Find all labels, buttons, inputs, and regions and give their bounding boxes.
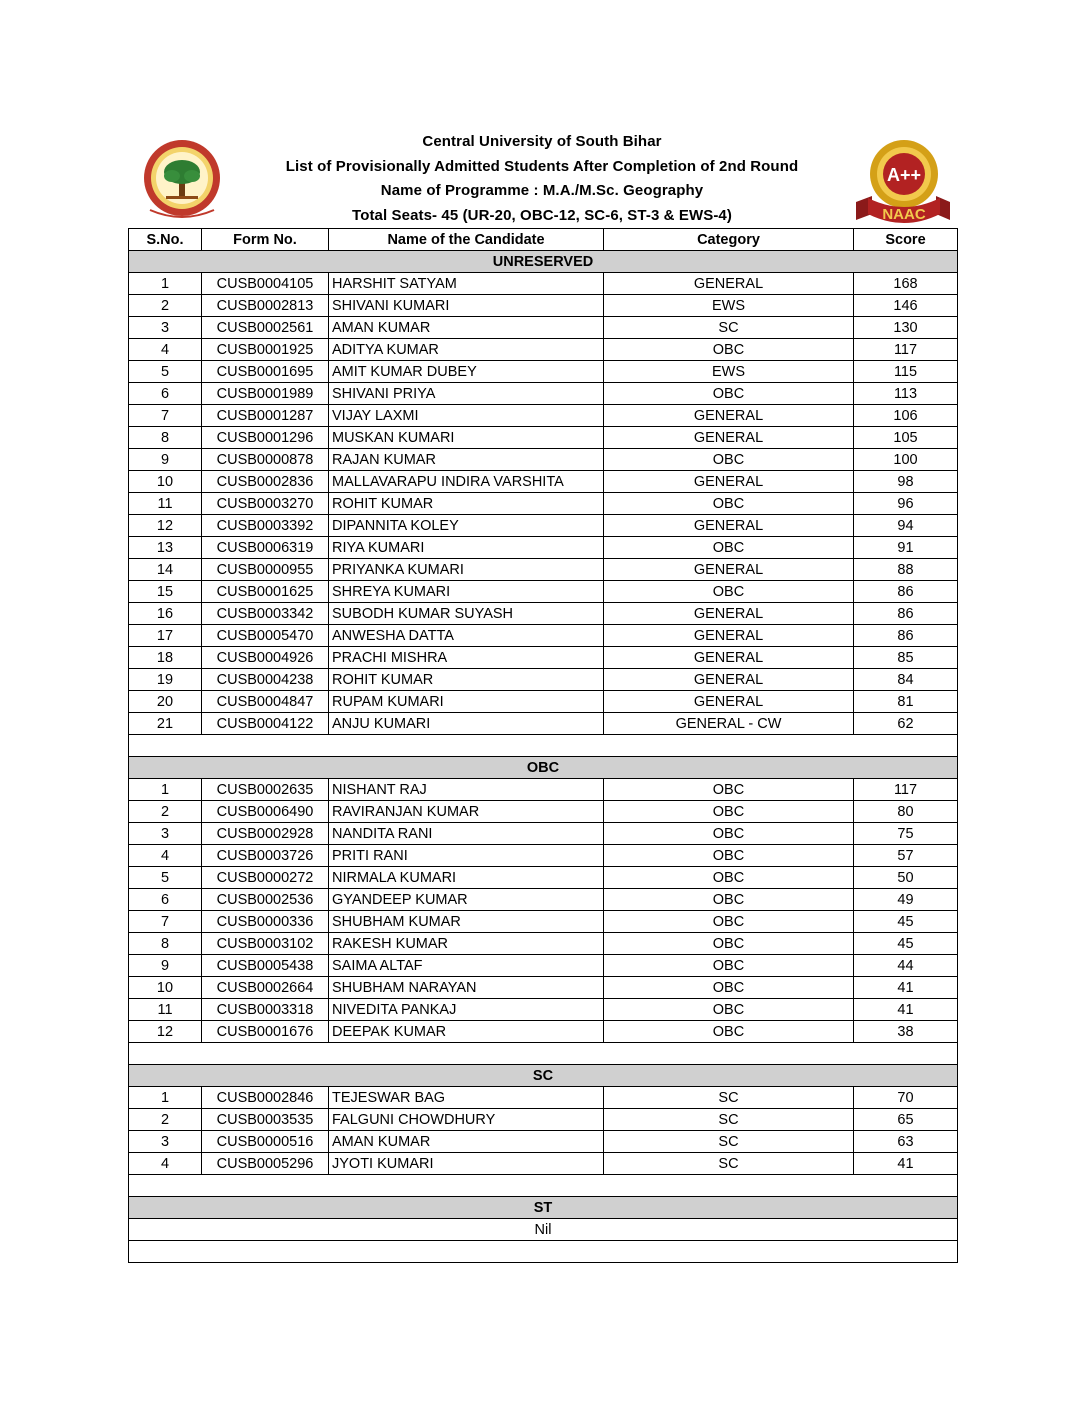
cell-sno: 13 bbox=[129, 537, 202, 559]
cell-score: 65 bbox=[854, 1109, 958, 1131]
cell-score: 98 bbox=[854, 471, 958, 493]
cell-form-no: CUSB0000272 bbox=[202, 867, 329, 889]
cell-category: GENERAL bbox=[604, 625, 854, 647]
cell-score: 115 bbox=[854, 361, 958, 383]
cell-sno: 3 bbox=[129, 823, 202, 845]
table-row bbox=[129, 867, 958, 889]
cell-category: OBC bbox=[604, 493, 854, 515]
cell-form-no: CUSB0005470 bbox=[202, 625, 329, 647]
cell-sno: 5 bbox=[129, 867, 202, 889]
cell-name: ADITYA KUMAR bbox=[329, 339, 604, 361]
cell-sno: 14 bbox=[129, 559, 202, 581]
table-row bbox=[129, 317, 958, 339]
cell-form-no: CUSB0006490 bbox=[202, 801, 329, 823]
table-row bbox=[129, 955, 958, 977]
column-header-score: Score bbox=[854, 229, 958, 251]
cell-name: RAKESH KUMAR bbox=[329, 933, 604, 955]
cell-form-no: CUSB0003392 bbox=[202, 515, 329, 537]
cell-sno: 4 bbox=[129, 845, 202, 867]
cell-sno: 11 bbox=[129, 493, 202, 515]
cell-sno: 6 bbox=[129, 889, 202, 911]
cell-form-no: CUSB0002836 bbox=[202, 471, 329, 493]
section-title: ST bbox=[129, 1197, 958, 1219]
cell-score: 130 bbox=[854, 317, 958, 339]
table-row bbox=[129, 427, 958, 449]
cell-score: 113 bbox=[854, 383, 958, 405]
cell-category: OBC bbox=[604, 339, 854, 361]
cell-category: OBC bbox=[604, 933, 854, 955]
cell-score: 45 bbox=[854, 933, 958, 955]
cell-sno: 18 bbox=[129, 647, 202, 669]
cell-name: NANDITA RANI bbox=[329, 823, 604, 845]
table-row bbox=[129, 691, 958, 713]
cell-form-no: CUSB0001625 bbox=[202, 581, 329, 603]
cell-form-no: CUSB0000516 bbox=[202, 1131, 329, 1153]
cell-category: OBC bbox=[604, 955, 854, 977]
cell-form-no: CUSB0000336 bbox=[202, 911, 329, 933]
cell-sno: 8 bbox=[129, 427, 202, 449]
total-seats: Total Seats- 45 (UR-20, OBC-12, SC-6, ST-3 & EWS-4) bbox=[352, 206, 732, 224]
table-header-row bbox=[129, 229, 958, 251]
cell-name: SHUBHAM KUMAR bbox=[329, 911, 604, 933]
cell-form-no: CUSB0001925 bbox=[202, 339, 329, 361]
cell-score: 86 bbox=[854, 625, 958, 647]
cell-category: SC bbox=[604, 1087, 854, 1109]
cell-name: RUPAM KUMARI bbox=[329, 691, 604, 713]
cell-category: GENERAL bbox=[604, 691, 854, 713]
cell-category: SC bbox=[604, 1131, 854, 1153]
table-row bbox=[129, 911, 958, 933]
cell-form-no: CUSB0004238 bbox=[202, 669, 329, 691]
table-row bbox=[129, 669, 958, 691]
naac-agency-text: NAAC bbox=[882, 206, 926, 223]
cell-name: RAVIRANJAN KUMAR bbox=[329, 801, 604, 823]
naac-grade-text: A++ bbox=[886, 165, 922, 185]
cell-name: AMIT KUMAR DUBEY bbox=[329, 361, 604, 383]
section-header-unreserved bbox=[129, 251, 958, 273]
cell-form-no: CUSB0001676 bbox=[202, 1021, 329, 1043]
section-title: OBC bbox=[129, 757, 958, 779]
cell-sno: 21 bbox=[129, 713, 202, 735]
cell-form-no: CUSB0002536 bbox=[202, 889, 329, 911]
cell-score: 94 bbox=[854, 515, 958, 537]
cell-form-no: CUSB0001296 bbox=[202, 427, 329, 449]
cell-name: PRITI RANI bbox=[329, 845, 604, 867]
nil-text: Nil bbox=[129, 1219, 958, 1241]
cell-form-no: CUSB0000955 bbox=[202, 559, 329, 581]
cell-sno: 7 bbox=[129, 405, 202, 427]
cell-name: SHUBHAM NARAYAN bbox=[329, 977, 604, 999]
spacer-row bbox=[129, 735, 958, 757]
cell-category: EWS bbox=[604, 295, 854, 317]
cell-sno: 9 bbox=[129, 955, 202, 977]
cell-score: 117 bbox=[854, 779, 958, 801]
cell-sno: 2 bbox=[129, 1109, 202, 1131]
cell-score: 91 bbox=[854, 537, 958, 559]
cell-category: OBC bbox=[604, 449, 854, 471]
cell-sno: 15 bbox=[129, 581, 202, 603]
cell-name: SHREYA KUMARI bbox=[329, 581, 604, 603]
cell-sno: 7 bbox=[129, 911, 202, 933]
cell-form-no: CUSB0002813 bbox=[202, 295, 329, 317]
table-row-nil bbox=[129, 1219, 958, 1241]
document-header bbox=[128, 126, 956, 228]
cell-score: 146 bbox=[854, 295, 958, 317]
cell-name: NISHANT RAJ bbox=[329, 779, 604, 801]
cell-category: OBC bbox=[604, 867, 854, 889]
cell-score: 86 bbox=[854, 603, 958, 625]
table-row bbox=[129, 647, 958, 669]
cell-form-no: CUSB0003342 bbox=[202, 603, 329, 625]
cell-score: 75 bbox=[854, 823, 958, 845]
cell-category: SC bbox=[604, 1153, 854, 1175]
column-header-form-no: Form No. bbox=[202, 229, 329, 251]
cell-name: HARSHIT SATYAM bbox=[329, 273, 604, 295]
cell-form-no: CUSB0002664 bbox=[202, 977, 329, 999]
cell-sno: 16 bbox=[129, 603, 202, 625]
cell-sno: 4 bbox=[129, 1153, 202, 1175]
admission-list-table bbox=[128, 228, 958, 1263]
cell-category: GENERAL bbox=[604, 603, 854, 625]
spacer-row bbox=[129, 1175, 958, 1197]
programme-name: Name of Programme : M.A./M.Sc. Geography bbox=[380, 182, 704, 200]
cell-sno: 12 bbox=[129, 515, 202, 537]
table-row bbox=[129, 779, 958, 801]
university-name: Central University of South Bihar bbox=[422, 133, 662, 150]
table-row bbox=[129, 581, 958, 603]
cell-name: SAIMA ALTAF bbox=[329, 955, 604, 977]
cell-score: 81 bbox=[854, 691, 958, 713]
cell-form-no: CUSB0004122 bbox=[202, 713, 329, 735]
cell-sno: 10 bbox=[129, 977, 202, 999]
table-row bbox=[129, 339, 958, 361]
cell-score: 45 bbox=[854, 911, 958, 933]
cell-form-no: CUSB0004105 bbox=[202, 273, 329, 295]
cell-category: SC bbox=[604, 317, 854, 339]
cell-name: NIVEDITA PANKAJ bbox=[329, 999, 604, 1021]
table-row bbox=[129, 449, 958, 471]
cell-sno: 3 bbox=[129, 317, 202, 339]
cell-score: 62 bbox=[854, 713, 958, 735]
cell-category: OBC bbox=[604, 823, 854, 845]
cell-sno: 9 bbox=[129, 449, 202, 471]
cell-score: 38 bbox=[854, 1021, 958, 1043]
cell-score: 100 bbox=[854, 449, 958, 471]
table-row bbox=[129, 405, 958, 427]
cell-category: GENERAL bbox=[604, 273, 854, 295]
cell-score: 41 bbox=[854, 977, 958, 999]
spacer-row bbox=[129, 1241, 958, 1263]
cell-score: 88 bbox=[854, 559, 958, 581]
section-header-st bbox=[129, 1197, 958, 1219]
cell-form-no: CUSB0002928 bbox=[202, 823, 329, 845]
cell-category: GENERAL bbox=[604, 515, 854, 537]
cell-form-no: CUSB0003318 bbox=[202, 999, 329, 1021]
cell-score: 117 bbox=[854, 339, 958, 361]
cell-form-no: CUSB0004847 bbox=[202, 691, 329, 713]
cell-form-no: CUSB0006319 bbox=[202, 537, 329, 559]
cell-category: GENERAL bbox=[604, 405, 854, 427]
table-row bbox=[129, 1153, 958, 1175]
cell-sno: 6 bbox=[129, 383, 202, 405]
section-header-obc bbox=[129, 757, 958, 779]
table-row bbox=[129, 1021, 958, 1043]
cell-name: RIYA KUMARI bbox=[329, 537, 604, 559]
cell-category: GENERAL bbox=[604, 427, 854, 449]
cell-name: TEJESWAR BAG bbox=[329, 1087, 604, 1109]
cell-name: DEEPAK KUMAR bbox=[329, 1021, 604, 1043]
table-row bbox=[129, 889, 958, 911]
cell-sno: 19 bbox=[129, 669, 202, 691]
cell-score: 41 bbox=[854, 1153, 958, 1175]
cell-sno: 11 bbox=[129, 999, 202, 1021]
section-title: SC bbox=[129, 1065, 958, 1087]
cell-score: 84 bbox=[854, 669, 958, 691]
cell-category: OBC bbox=[604, 779, 854, 801]
cell-name: SHIVANI PRIYA bbox=[329, 383, 604, 405]
list-title: List of Provisionally Admitted Students After Completion of 2nd Round bbox=[285, 157, 799, 175]
cell-category: GENERAL bbox=[604, 559, 854, 581]
table-row bbox=[129, 823, 958, 845]
cell-sno: 3 bbox=[129, 1131, 202, 1153]
table-row bbox=[129, 713, 958, 735]
table-row bbox=[129, 559, 958, 581]
cell-category: OBC bbox=[604, 911, 854, 933]
cell-name: AMAN KUMAR bbox=[329, 317, 604, 339]
cell-name: MUSKAN KUMARI bbox=[329, 427, 604, 449]
cell-form-no: CUSB0005296 bbox=[202, 1153, 329, 1175]
cell-form-no: CUSB0003102 bbox=[202, 933, 329, 955]
cell-name: ANWESHA DATTA bbox=[329, 625, 604, 647]
cell-category: GENERAL bbox=[604, 669, 854, 691]
cell-form-no: CUSB0003535 bbox=[202, 1109, 329, 1131]
table-row bbox=[129, 361, 958, 383]
cell-name: PRIYANKA KUMARI bbox=[329, 559, 604, 581]
table-row bbox=[129, 933, 958, 955]
cell-sno: 2 bbox=[129, 295, 202, 317]
cell-category: OBC bbox=[604, 999, 854, 1021]
cell-name: ROHIT KUMAR bbox=[329, 493, 604, 515]
cell-category: GENERAL bbox=[604, 647, 854, 669]
table-row bbox=[129, 471, 958, 493]
cell-sno: 8 bbox=[129, 933, 202, 955]
table-row bbox=[129, 603, 958, 625]
cell-category: SC bbox=[604, 1109, 854, 1131]
cell-name: ROHIT KUMAR bbox=[329, 669, 604, 691]
table-row bbox=[129, 1109, 958, 1131]
table-row bbox=[129, 625, 958, 647]
cell-category: EWS bbox=[604, 361, 854, 383]
cell-score: 70 bbox=[854, 1087, 958, 1109]
table-row bbox=[129, 515, 958, 537]
table-row bbox=[129, 295, 958, 317]
cell-sno: 20 bbox=[129, 691, 202, 713]
cell-score: 63 bbox=[854, 1131, 958, 1153]
cell-name: AMAN KUMAR bbox=[329, 1131, 604, 1153]
cell-form-no: CUSB0001989 bbox=[202, 383, 329, 405]
cell-name: GYANDEEP KUMAR bbox=[329, 889, 604, 911]
cell-score: 57 bbox=[854, 845, 958, 867]
cell-category: OBC bbox=[604, 845, 854, 867]
cell-sno: 1 bbox=[129, 779, 202, 801]
cell-name: RAJAN KUMAR bbox=[329, 449, 604, 471]
cell-category: OBC bbox=[604, 581, 854, 603]
cell-name: SHIVANI KUMARI bbox=[329, 295, 604, 317]
cell-score: 50 bbox=[854, 867, 958, 889]
cell-sno: 4 bbox=[129, 339, 202, 361]
table-row bbox=[129, 493, 958, 515]
cell-sno: 10 bbox=[129, 471, 202, 493]
cell-name: MALLAVARAPU INDIRA VARSHITA bbox=[329, 471, 604, 493]
table-row bbox=[129, 801, 958, 823]
cell-form-no: CUSB0005438 bbox=[202, 955, 329, 977]
cell-form-no: CUSB0002846 bbox=[202, 1087, 329, 1109]
cell-form-no: CUSB0003726 bbox=[202, 845, 329, 867]
table-body bbox=[129, 251, 958, 1263]
cell-name: DIPANNITA KOLEY bbox=[329, 515, 604, 537]
cell-category: OBC bbox=[604, 801, 854, 823]
spacer-row bbox=[129, 1043, 958, 1065]
table-row bbox=[129, 977, 958, 999]
cell-category: OBC bbox=[604, 977, 854, 999]
cell-form-no: CUSB0002561 bbox=[202, 317, 329, 339]
cell-name: VIJAY LAXMI bbox=[329, 405, 604, 427]
table-row bbox=[129, 1087, 958, 1109]
cell-score: 96 bbox=[854, 493, 958, 515]
cell-category: OBC bbox=[604, 383, 854, 405]
table-row bbox=[129, 273, 958, 295]
cell-sno: 1 bbox=[129, 1087, 202, 1109]
cell-sno: 2 bbox=[129, 801, 202, 823]
section-header-sc bbox=[129, 1065, 958, 1087]
cell-name: ANJU KUMARI bbox=[329, 713, 604, 735]
table-row bbox=[129, 383, 958, 405]
cell-form-no: CUSB0001695 bbox=[202, 361, 329, 383]
cell-name: NIRMALA KUMARI bbox=[329, 867, 604, 889]
cell-name: SUBODH KUMAR SUYASH bbox=[329, 603, 604, 625]
table-row bbox=[129, 537, 958, 559]
section-title: UNRESERVED bbox=[129, 251, 958, 273]
cell-score: 44 bbox=[854, 955, 958, 977]
cell-score: 86 bbox=[854, 581, 958, 603]
column-header-sno: S.No. bbox=[129, 229, 202, 251]
cell-category: OBC bbox=[604, 1021, 854, 1043]
cell-category: OBC bbox=[604, 889, 854, 911]
cell-form-no: CUSB0001287 bbox=[202, 405, 329, 427]
cell-form-no: CUSB0000878 bbox=[202, 449, 329, 471]
naac-badge bbox=[852, 134, 950, 230]
cell-score: 80 bbox=[854, 801, 958, 823]
cell-sno: 5 bbox=[129, 361, 202, 383]
cell-form-no: CUSB0002635 bbox=[202, 779, 329, 801]
cell-category: GENERAL - CW bbox=[604, 713, 854, 735]
table-row bbox=[129, 999, 958, 1021]
cell-category: OBC bbox=[604, 537, 854, 559]
cell-sno: 12 bbox=[129, 1021, 202, 1043]
cell-score: 168 bbox=[854, 273, 958, 295]
cell-form-no: CUSB0003270 bbox=[202, 493, 329, 515]
cell-score: 105 bbox=[854, 427, 958, 449]
cell-category: GENERAL bbox=[604, 471, 854, 493]
cell-score: 85 bbox=[854, 647, 958, 669]
column-header-category: Category bbox=[604, 229, 854, 251]
cell-form-no: CUSB0004926 bbox=[202, 647, 329, 669]
cell-score: 106 bbox=[854, 405, 958, 427]
table-row bbox=[129, 1131, 958, 1153]
cell-name: JYOTI KUMARI bbox=[329, 1153, 604, 1175]
cell-score: 49 bbox=[854, 889, 958, 911]
cell-name: FALGUNI CHOWDHURY bbox=[329, 1109, 604, 1131]
cell-score: 41 bbox=[854, 999, 958, 1021]
column-header-name: Name of the Candidate bbox=[329, 229, 604, 251]
cell-name: PRACHI MISHRA bbox=[329, 647, 604, 669]
cell-sno: 1 bbox=[129, 273, 202, 295]
cell-sno: 17 bbox=[129, 625, 202, 647]
table-row bbox=[129, 845, 958, 867]
